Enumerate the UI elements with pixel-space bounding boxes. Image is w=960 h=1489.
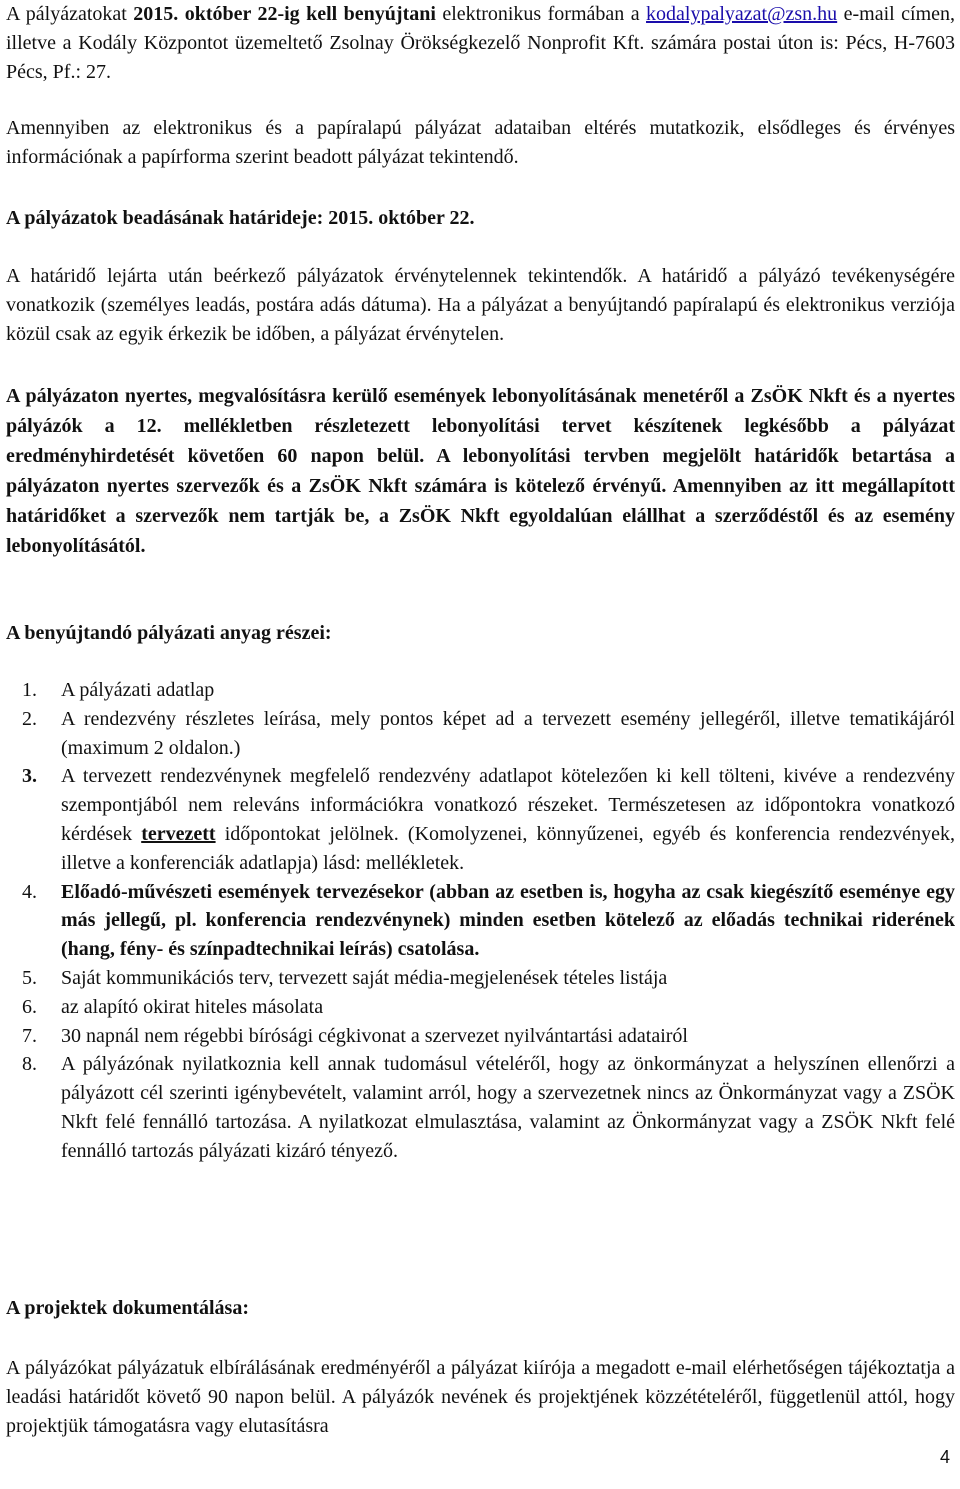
list-item-text: Előadó-művészeti események tervezésekor (abban az esetben is, hogyha az csak kiegészítő eseménye egy más jellegű, pl. konferencia rendezvénynek) minden esetben kötelező az előadás technikai riderének (hang, fény- és színpadtechnikai leírás) csatolása. — [61, 880, 955, 961]
docs-paragraph: A pályázókat pályázatuk elbírálásának eredményéről a pályázat kiírója a megadott e-mail elérhetőségen tájékoztatja a leadási határidőt követő 90 napon belül. A pályázók nevének és projektjének közzétételéről, függetlenül attól, hogy projektjük támogatásra vagy elutasításra — [6, 1357, 955, 1437]
list-item — [0, 878, 960, 964]
list-item-text: Saját kommunikációs terv, tervezett saját média-megjelenések tételes listája — [61, 966, 668, 989]
list-item-number: 7. — [22, 1024, 37, 1047]
list-item — [0, 676, 960, 705]
list-item-text: 30 napnál nem régebbi bírósági cégkivonat a szervezet nyilvántartási adatairól — [61, 1024, 688, 1047]
list-item — [0, 993, 960, 1022]
docs-heading: A projektek dokumentálása: — [6, 1297, 249, 1319]
list-item — [0, 705, 960, 763]
intro-deadline-bold: 2015. október 22-ig kell benyújtani — [133, 3, 436, 25]
intro-text-3: e-mail címen, illetve a Kodály Központot üzemeltető Zsolnay Örökségkezelő Nonprofit Kft. számára postai úton is: Pécs, H-7603 Pécs, Pf.: 27. — [6, 3, 955, 83]
list-item-number: 4. — [22, 880, 37, 903]
deadline-paragraph: A határidő lejárta után beérkező pályázatok érvénytelennek tekintendők. A határidő a pályázó tevékenységére vonatkozik (személyes leadás, postára adás dátuma). Ha a pályázat a benyújtandó papíralapú és elektronikus verziója közül csak az egyik érkezik be időben, a pályázat érvénytelen. — [6, 265, 955, 345]
winners-paragraph: A pályázaton nyertes, megvalósításra kerülő események lebonyolításának menetéről a ZsÖK Nkft és a nyertes pályázók a 12. mellékletben részletezett lebonyolítási tervet készítenek legkésőbb a pályázat eredményhirdetését követően 60 napon belül. A lebonyolítási tervben megjelölt határidők betartása a pályázaton nyertes szervezők és a ZsÖK Nkft számára is kötelező érvényű. Amennyiben az itt megállapított határidőket a szervezők nem tartják be, a ZsÖK Nkft egyoldalúan elállhat a szerződéstől és az esemény lebonyolításától. — [6, 385, 955, 557]
list-item-text: az alapító okirat hiteles másolata — [61, 995, 324, 1018]
list-item-number: 1. — [22, 679, 37, 701]
discrepancy-paragraph: Amennyiben az elektronikus és a papíralapú pályázat adataiban eltérés mutatkozik, elsődleges és érvényes információnak a papírforma szerint beadott pályázat tekintendő. — [6, 117, 955, 168]
list-item-text-b: időpontokat jelölnek. (Komolyzenei, könnyűzenei, egyéb és konferencia rendezvények, illetve a konferenciák adatlapja) lásd: mellékletek. — [61, 822, 955, 874]
parts-list — [0, 676, 960, 1166]
intro-text-2: elektronikus formában a — [435, 3, 647, 25]
list-item-number: 2. — [22, 707, 37, 730]
parts-heading: A benyújtandó pályázati anyag részei: — [6, 622, 332, 644]
list-item — [0, 964, 960, 993]
list-item-number: 6. — [22, 995, 37, 1018]
deadline-heading: A pályázatok beadásának határideje: 2015. október 22. — [6, 207, 475, 229]
list-item-number: 8. — [22, 1053, 37, 1076]
list-item-text: A pályázónak nyilatkoznia kell annak tudomásul vételéről, hogy az önkormányzat a helyszínen ellenőrzi a pályázott cél szerinti igénybevételt, valamint arról, hogy a szervezetnek nincs az Önkormányzat vagy a ZSÖK Nkft felé fennálló tartozása. A nyilatkozat elmulasztása, valamint az Önkormányzat vagy a ZSÖK Nkft felé fennálló tartozás pályázati kizáró tényező. — [61, 1053, 955, 1162]
intro-text-1: A pályázatokat — [6, 3, 134, 25]
list-item-text — [61, 762, 960, 877]
intro-paragraph — [0, 0, 960, 86]
list-item-text-a: A tervezett rendezvénynek megfelelő rendezvény adatlapot kötelezően ki kell tölteni, kivéve a rendezvény szempontjából nem releváns információkra vonatkozó részeket. Természetesen az időpontokra vonatkozó kérdések — [61, 765, 955, 845]
list-item — [0, 1022, 960, 1051]
email-link[interactable]: kodalypalyazat@zsn.hu — [646, 3, 838, 25]
list-item-text: A pályázati adatlap — [61, 679, 215, 701]
list-item — [0, 762, 960, 877]
list-item — [0, 1050, 960, 1165]
list-item-text: A rendezvény részletes leírása, mely pontos képet ad a tervezett esemény jellegéről, illetve tematikájáról (maximum 2 oldalon.) — [61, 707, 955, 759]
list-item-number: 5. — [22, 966, 37, 989]
planned-underlined: tervezett — [141, 822, 216, 845]
page-number: 4 — [939, 1447, 950, 1467]
list-item-number: 3. — [22, 765, 37, 788]
